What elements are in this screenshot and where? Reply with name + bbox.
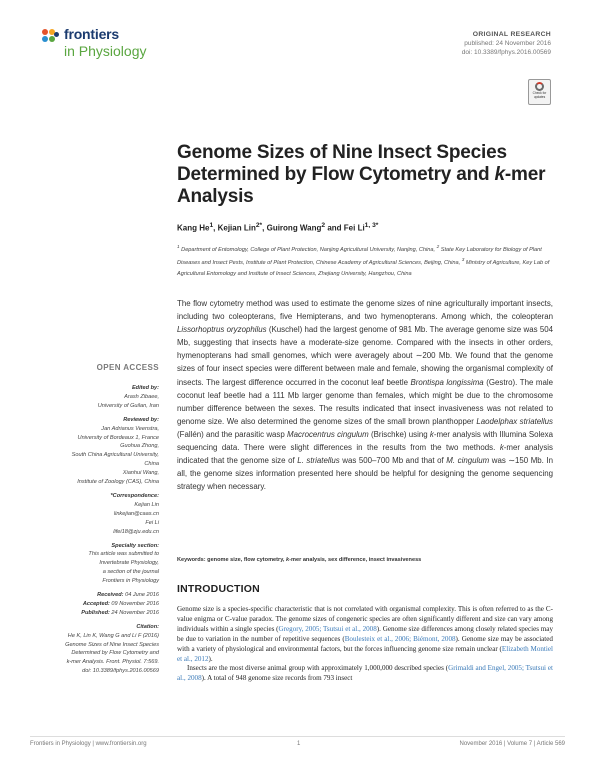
author-sup: 2 [321, 222, 326, 229]
reviewer-name[interactable]: Xianhui Wang, [122, 470, 159, 477]
species-name: Laodelphax striatellus [476, 416, 553, 426]
published-label: Published: [81, 609, 110, 616]
author-link[interactable]: Kang He [177, 223, 210, 233]
open-access-label: OPEN ACCESS [96, 363, 159, 372]
keywords-text: Keywords: genome size, flow cytometry, [177, 557, 287, 563]
footer-divider [30, 736, 565, 737]
citation-label: Citation: [136, 623, 159, 630]
published-date: published: 24 November 2016 [464, 40, 551, 47]
affil-sup: 2 [436, 244, 440, 249]
author-link[interactable]: Kejian Lin [217, 223, 256, 233]
species-name: Macrocentrus cingulum [287, 429, 369, 439]
accepted-date [9, 600, 159, 609]
article-meta [462, 30, 551, 57]
author-link[interactable]: Fei Li [343, 223, 365, 233]
author-list [177, 222, 378, 233]
received-value: 04 June 2016 [123, 592, 159, 599]
published-value: 24 November 2016 [109, 609, 159, 616]
editor-name[interactable]: Arash Zibaee, [124, 393, 159, 400]
corresponding-author[interactable]: Fei Li [145, 519, 159, 526]
correspondence-label: *Correspondence: [110, 492, 159, 499]
abstract-text: (Fallén) and the parasitic wasp [177, 429, 288, 439]
abstract-text: The flow cytometry method was used to estimate the genome sizes of nine agriculturally important insects, including two coleopterans, five Hemipterans, and two hymenopterans. Among which, the coleopteran [177, 299, 553, 322]
accepted-value: 09 November 2016 [109, 600, 159, 607]
citation-link[interactable]: Grimaldi and Engel, 2005; Tsutsui et al., 2008 [177, 664, 553, 683]
reviewer-name[interactable]: Jan Adrianus Veenstra, [101, 425, 159, 432]
email-link[interactable]: linkejian@caas.cn [113, 510, 159, 517]
received-date [9, 591, 159, 600]
reviewed-by-label: Reviewed by: [123, 416, 159, 423]
abstract-text: was 500–700 Mb and that of [339, 456, 447, 466]
paragraph [177, 605, 553, 664]
citation-text: k-mer Analysis. Front. Physiol. 7:569. [66, 659, 159, 666]
edited-by-label: Edited by: [131, 385, 159, 391]
logo-text-journal: in Physiology [64, 43, 147, 59]
specialty-text: Invertebrate Physiology, [99, 560, 159, 567]
k-italic: k [499, 443, 504, 453]
citation-text: Genome Sizes of Nine Insect Species [65, 641, 159, 648]
specialty-text: Frontiers in Physiology [102, 578, 159, 585]
affil-sup: 3 [461, 257, 465, 263]
affiliation-text: Department of Entomology, College of Plant Protection, Nanjing Agricultural University, Nanjing, China, [179, 246, 437, 253]
email-link[interactable]: lifei18@zju.edu.cn [113, 528, 159, 535]
affiliation-text: State Key Laboratory for Biology of Plant Diseases and Insect Pests, Institute of Plant Protection, Chinese Academy of Agricultural Sciences, Beijing, China, [177, 246, 542, 267]
article-title [177, 142, 567, 208]
body-text: ). Genome size differences among closely related species may be due to variation in the number of repetitive sequences ( [177, 624, 554, 643]
corresponding-author[interactable]: Kejian Lin [134, 501, 159, 508]
title-text: Genome Sizes of Nine Insect Species Determined by Flow Cytometry and [177, 142, 507, 185]
author-sep: , [262, 223, 267, 233]
page-number: 1 [297, 741, 301, 747]
published-date-sidebar [9, 609, 159, 618]
abstract-text: (Kuschel) had the largest genome of 981 Mb. The average genome size was 504 Mb, suggesting that insects have a moderate-size genome. Compared with the insects in other orders, hymenopterans had small genomes, which were averagely about ∼200 Mb. We found that the genome sizes of four insect species were different between male and female, showing the organismal complexity of insects. The largest difference occurred in the coconut leaf beetle [177, 325, 553, 387]
reviewer-name[interactable]: Guohua Zhong, [120, 443, 159, 450]
check-updates-label: Check for updates [532, 91, 547, 99]
abstract-text: -mer analysis indicated that the genome size of [177, 443, 553, 466]
author-link[interactable]: Guirong Wang [266, 223, 322, 233]
keywords-text: -mer analysis, sex difference, insect invasiveness [289, 557, 422, 563]
logo-text-frontiers: frontiers [64, 26, 119, 42]
abstract-text: (Gestro). The male coconut leaf beetle had a 111 Mb larger genome than females, which might be due to the chromosome number difference between the sexes. The results indicated that insect invasiveness was not related to genome size. We also determined the genome sizes of the small brown planthopper [177, 377, 553, 426]
update-icon [535, 82, 544, 91]
reviewer-affiliation: South China Agricultural University, [71, 452, 159, 459]
author-sep: , [213, 223, 218, 233]
frontiers-logo-icon [42, 29, 60, 47]
species-name: L. striatellus [297, 456, 340, 466]
species-name: M. cingulum [446, 456, 490, 466]
author-sep: and [325, 223, 344, 233]
footer-issue-info: November 2016 | Volume 7 | Article 569 [459, 741, 565, 747]
doi-link[interactable]: doi: 10.3389/fphys.2016.00569 [461, 49, 551, 56]
footer-journal-link[interactable]: Frontiers in Physiology | www.frontiersin.org [30, 741, 147, 747]
citation-link[interactable]: Elizabeth Montiel et al., 2012 [177, 644, 553, 663]
k-italic: k [429, 429, 434, 439]
body-text: Genome size is a species-specific characteristic that is not correlated with organismal complexity. This is often referred to as the C-value enigma or C-value paradox. The genome sizes of congeneric species are often significantly different and size can vary among individuals within a single species ( [177, 605, 553, 633]
affiliation-text: Ministry of Agriculture, Key Lab of Agricultural Entomology and Institute of Insect Sciences, Zhejiang University, Hangzhou, China [177, 260, 550, 277]
article-info-sidebar [9, 384, 159, 676]
citation-text: Determined by Flow Cytometry and [71, 650, 159, 657]
title-text-end: -mer Analysis [177, 164, 546, 207]
reviewer-affiliation: University of Bordeaux 1, France [77, 434, 159, 441]
abstract-text: -mer analysis with Illumina Solexa sequencing data. There were slight differences in the results from the two methods. [177, 429, 553, 453]
paragraph [177, 664, 553, 684]
abstract-text: (Brischke) using [368, 429, 430, 439]
author-sup: 2* [255, 222, 263, 229]
author-sup: 1 [209, 222, 214, 229]
body-text: ). Genome size may be associated with a variety of physiological and environmental factors, but the forces influencing genome size remain unclear ( [177, 634, 553, 653]
accepted-label: Accepted: [82, 600, 110, 607]
citation-doi[interactable]: doi: 10.3389/fphys.2016.00569 [82, 668, 159, 675]
body-text: Insects are the most diverse animal group with approximately 1,000,000 described species ( [187, 664, 449, 673]
article-type: ORIGINAL RESEARCH [472, 31, 551, 38]
species-name: Brontispa longissima [410, 377, 484, 387]
reviewer-affiliation: Institute of Zoology (CAS), China [77, 479, 159, 486]
abstract [177, 297, 553, 493]
journal-logo[interactable] [42, 26, 152, 74]
reviewer-affiliation: China [144, 461, 159, 468]
abstract-text: was ∼150 Mb. In all, the genome sizes information presented here should be helpful for designing the genome sequencing strategy when necessary. [177, 456, 554, 492]
editor-affiliation: University of Guilan, Iran [97, 402, 159, 409]
title-k: k [494, 164, 505, 185]
keywords [177, 557, 553, 563]
introduction-body [177, 605, 553, 684]
citation-link[interactable]: Gregory, 2005; Tsutsui et al., 2008 [278, 624, 377, 633]
author-sup: 1, 3* [364, 222, 379, 229]
species-name: Lissorhoptrus oryzophilus [177, 325, 267, 335]
body-text: ). [208, 654, 213, 663]
specialty-text: a section of the journal [102, 569, 159, 576]
check-for-updates-button[interactable] [528, 79, 551, 105]
specialty-section-label: Specialty section: [111, 542, 159, 549]
affil-sup: 1 [177, 244, 180, 249]
section-heading-introduction: INTRODUCTION [177, 583, 260, 595]
citation-link[interactable]: Boulesteix et al., 2006; Biémont, 2008 [344, 634, 456, 643]
received-label: Received: [97, 592, 124, 599]
affiliations [177, 242, 557, 279]
body-text: ). A total of 948 genome size records from 793 insect [201, 674, 353, 683]
k-italic: k [286, 557, 290, 563]
specialty-text: This article was submitted to [88, 551, 159, 558]
citation-text: He K, Lin K, Wang G and Li F (2016) [67, 632, 159, 639]
